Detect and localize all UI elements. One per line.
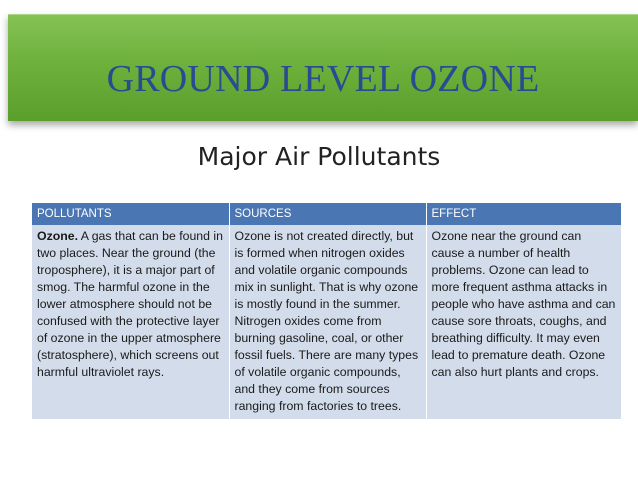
- effect-cell: Ozone near the ground can cause a number of health problems. Ozone can lead to more frequent asthma attacks in people who have asthma and can cause sore throats, coughs, and breathing difficulty. It may even lead to premature death. Ozone can also hurt plants and crops.: [426, 225, 621, 419]
- pollutants-table: [32, 203, 621, 419]
- slide-subtitle: Major Air Pollutants: [197, 142, 441, 171]
- title-banner: [8, 14, 638, 121]
- pollutant-cell: [32, 225, 229, 419]
- pollutant-name: Ozone.: [37, 229, 78, 243]
- header-sources: SOURCES: [229, 203, 426, 225]
- header-effect: EFFECT: [426, 203, 621, 225]
- table-header-row: [32, 203, 621, 225]
- sources-cell: Ozone is not created directly, but is formed when nitrogen oxides and volatile organic compounds mix in sunlight. That is why ozone is mostly found in the summer. Nitrogen oxides come from burning gasoline, coal, or other fossil fuels. There are many types of volatile organic compounds, and they come from sources ranging from factories to trees.: [229, 225, 426, 419]
- pollutant-description: A gas that can be found in two places. Near the ground (the troposphere), it is a major part of smog. The harmful ozone in the lower atmosphere should not be confused with the protective layer of ozone in the upper atmosphere (stratosphere), which screens out harmful ultraviolet rays.: [37, 229, 223, 379]
- header-pollutants: POLLUTANTS: [32, 203, 229, 225]
- table-row: [32, 225, 621, 419]
- slide-title: GROUND LEVEL OZONE: [106, 58, 540, 100]
